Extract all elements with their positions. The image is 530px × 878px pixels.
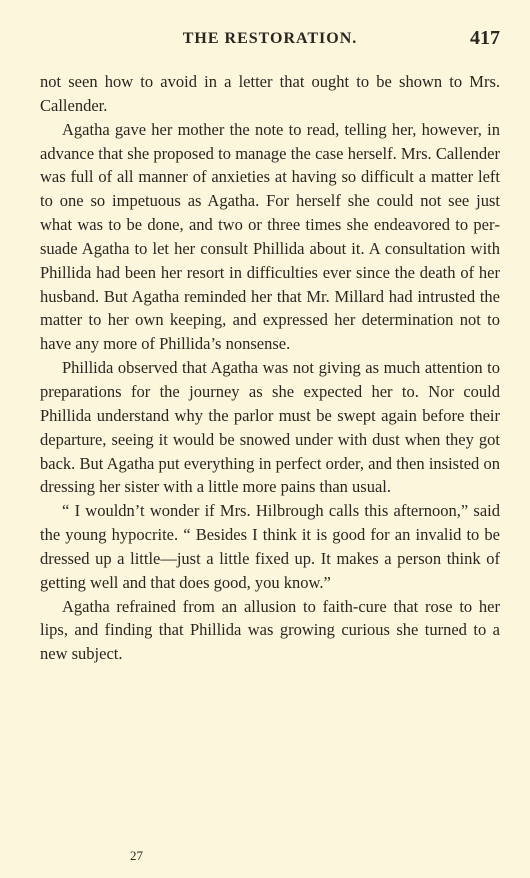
paragraph-2: Agatha gave her mother the note to read, telling her, however, in advance that she proposed to manage the case herself. Mrs. Callender was full of all manner of anxieties at having so difficult a matter left to one so impetuous as Agatha. For herself she could not see just what was to be done, and two or three times she endeavored to persuade Agatha to let her consult Phillida about it. A consultation with Phillida had been her resort in difficulties ever since the death of her husband. But Agatha reminded her that Mr. Millard had intrusted the matter to her own keeping, and expressed her determination not to have any more of Phillida’s nonsense.: [40, 119, 500, 354]
paragraph-4: “ I wouldn’t wonder if Mrs. Hilbrough calls this afternoon,” said the young hypocrite. “ Besides I think it is good for an invalid to be dressed up a little—just a little fixed up. It makes a person think of getting well and that does good, you know.”: [40, 501, 500, 592]
signature-mark: 27: [130, 848, 143, 863]
running-title: THE RESTORATION.: [182, 30, 358, 47]
paragraph-1: not seen how to avoid in a letter that ought to be shown to Mrs. Callender.: [40, 72, 500, 115]
paragraph-3: Phillida observed that Agatha was not giving as much attention to preparations for the journey as she expected her to. Nor could Phillida understand why the parlor must be swept again before their departure, seeing it would be snowed under with dust when they got back. But Agatha put everything in perfect order, and then insisted on dressing her sister with a little more pains than usual.: [40, 358, 500, 497]
paragraph-5: Agatha refrained from an allusion to faith-cure that rose to her lips, and finding that Phillida was growing curious she turned to a new subject.: [40, 596, 500, 664]
body-text: [40, 70, 500, 666]
page-number: 417: [470, 27, 500, 49]
page-header: [40, 27, 500, 52]
